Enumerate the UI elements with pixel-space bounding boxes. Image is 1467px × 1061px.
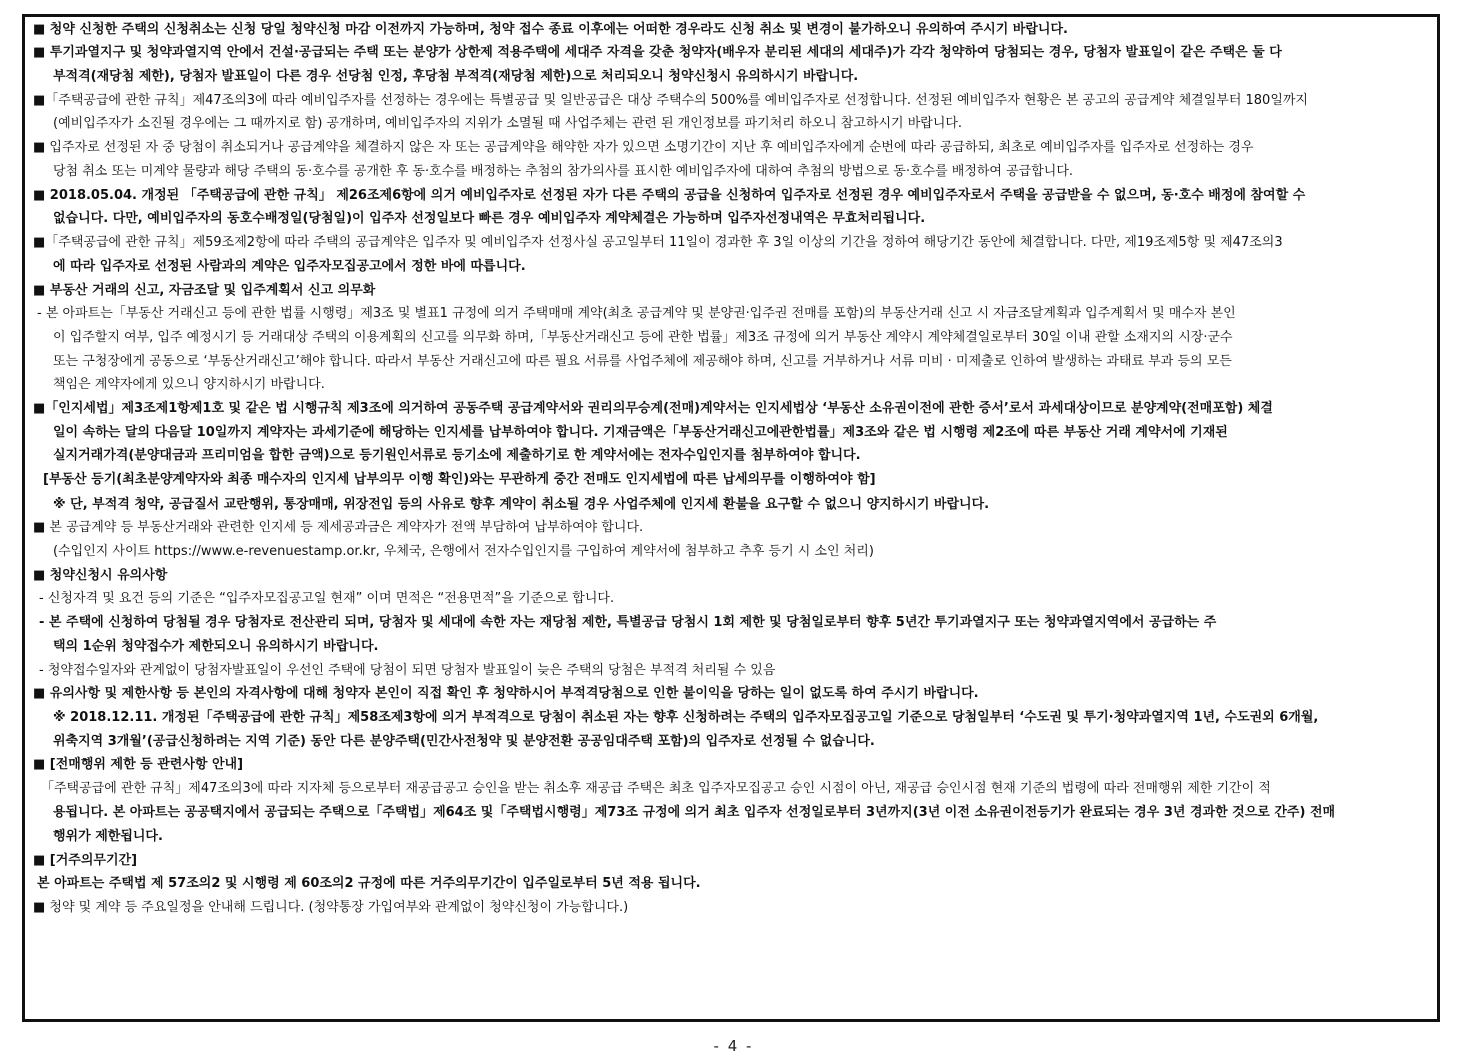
notice-line: ■「인지세법」제3조제1항제1호 및 같은 법 시행규칙 제3조에 의거하여 공동주택 공급계약서와 권리의무승계(전매)계약서는 인지세법상 ‘부동산 소유권이전에 관한 증서’로서 과세대상이므로 분양계약(전매포함) 체결	[33, 401, 1273, 416]
notice-line: ※ 단, 부적격 청약, 공급질서 교란행위, 통장매매, 위장전입 등의 사유로 향후 계약이 취소될 경우 사업주체에 인지세 환불을 요구할 수 없으니 양지하시기 바랍니다.	[53, 497, 990, 512]
notice-line: (예비입주자가 소진될 경우에는 그 때까지로 함) 공개하며, 예비입주자의 지위가 소멸될 때 사업주체는 관련 된 개인정보를 파기처리 하오니 참고하시기 바랍니다.	[53, 116, 963, 131]
notice-line: 「주택공급에 관한 규칙」제47조의3에 따라 지자체 등으로부터 재공급공고 승인을 받는 취소후 재공급 주택은 최초 입주자모집공고 승인 시점이 아닌, 재공급 승인시점 현재 기준의 법령에 따라 전매행위 제한 기간이 적	[41, 781, 1271, 796]
notice-line: ■ 입주자로 선정된 자 중 당첨이 취소되거나 공급계약을 체결하지 않은 자 또는 공급계약을 해약한 자가 있으면 소명기간이 지난 후 예비입주자에게 순번에 따라 공급하되, 최초로 예비입주자를 입주자로 선정하는 경우	[33, 140, 1254, 155]
notice-line: ■ 유의사항 및 제한사항 등 본인의 자격사항에 대해 청약자 본인이 직접 확인 후 청약하시어 부적격당첨으로 인한 불이익을 당하는 일이 없도록 하여 주시기 바랍니다.	[33, 686, 979, 701]
notice-line: - 본 아파트는「부동산 거래신고 등에 관한 법률 시행령」제3조 및 별표1 규정에 의거 주택매매 계약(최초 공급계약 및 분양권·입주권 전매를 포함)의 부동산거래 신고 시 자금조달계획과 입주계획서 및 매수자 본인	[37, 306, 1236, 321]
notice-line: 에 따라 입주자로 선정된 사람과의 계약은 입주자모집공고에서 정한 바에 따릅니다.	[53, 259, 526, 274]
notice-line: 일이 속하는 달의 다음달 10일까지 계약자는 과세기준에 해당하는 인지세를 납부하여야 합니다. 기재금액은「부동산거래신고에관한법률」제3조와 같은 법 시행령 제2조에 따른 부동산 거래 계약서에 기재된	[53, 425, 1228, 440]
notice-line: ※ 2018.12.11. 개정된「주택공급에 관한 규칙」제58조제3항에 의거 부적격으로 당첨이 취소된 자는 향후 신청하려는 주택의 입주자모집공고일 기준으로 당첨일부터 ‘수도권 및 투기·청약과열지역 1년, 수도권외 6개월,	[53, 710, 1319, 725]
notice-line: ■ 청약 신청한 주택의 신청취소는 신청 당일 청약신청 마감 이전까지 가능하며, 청약 접수 종료 이후에는 어떠한 경우라도 신청 취소 및 변경이 불가하오니 유의하여 주시기 바랍니다.	[33, 22, 1068, 37]
notice-line: 용됩니다. 본 아파트는 공공택지에서 공급되는 주택으로「주택법」제64조 및「주택법시행령」제73조 규정에 의거 최초 입주자 선정일로부터 3년까지(3년 이전 소유권이전등기가 완료되는 경우 3년 경과한 것으로 간주) 전매	[53, 805, 1336, 820]
notice-line: ■ 부동산 거래의 신고, 자금조달 및 입주계획서 신고 의무화	[33, 283, 376, 298]
notice-line: 당첨 취소 또는 미계약 물량과 해당 주택의 동·호수를 공개한 후 동·호수를 배정하는 추첨의 참가의사를 표시한 예비입주자에 대하여 추첨의 방법으로 동·호수를 배정하여 공급합니다.	[53, 164, 1074, 179]
notice-line: 행위가 제한됩니다.	[53, 829, 163, 844]
notice-line: [부동산 등기(최초분양계약자와 최종 매수자의 인지세 납부의무 이행 확인)와는 무관하게 중간 전매도 인지세법에 따른 납세의무를 이행하여야 함]	[43, 472, 876, 487]
notice-line: ■ [거주의무기간]	[33, 853, 138, 868]
notice-line: ■ 본 공급계약 등 부동산거래와 관련한 인지세 등 제세공과금은 계약자가 전액 부담하여 납부하여야 합니다.	[33, 520, 644, 535]
notice-line: 실지거래가격(분양대금과 프리미엄을 합한 금액)으로 등기원인서류로 등기소에 제출하기로 한 계약서에는 전자수입인지를 첨부하여야 합니다.	[53, 448, 861, 463]
notice-line: ■「주택공급에 관한 규칙」제47조의3에 따라 예비입주자를 선정하는 경우에는 특별공급 및 일반공급은 대상 주택수의 500%를 예비입주자로 선정합니다. 선정된 예비입주자 현황은 본 공고의 공급계약 체결일부터 180일까지	[33, 93, 1308, 108]
notice-box	[22, 14, 1440, 1022]
notice-line: ■ 청약신청시 유의사항	[33, 568, 168, 583]
notice-line: ■ [전매행위 제한 등 관련사항 안내]	[33, 757, 244, 772]
notice-line: - 본 주택에 신청하여 당첨될 경우 당첨자로 전산관리 되며, 당첨자 및 세대에 속한 자는 재당첨 제한, 특별공급 당첨시 1회 제한 및 당첨일로부터 향후 5년간 투기과열지구 또는 청약과열지역에서 공급하는 주	[39, 615, 1217, 630]
notice-line: 위축지역 3개월’(공급신청하려는 지역 기준) 동안 다른 분양주택(민간사전청약 및 분양전환 공공임대주택 포함)의 입주자로 선정될 수 없습니다.	[53, 734, 875, 749]
notice-line: (수입인지 사이트 https://www.e-revenuestamp.or.kr, 우체국, 은행에서 전자수입인지를 구입하여 계약서에 첨부하고 추후 등기 시 소인 처리)	[53, 544, 874, 559]
notice-line: 책임은 계약자에게 있으니 양지하시기 바랍니다.	[53, 377, 325, 392]
notice-line: 또는 구청장에게 공동으로 ‘부동산거래신고’해야 합니다. 따라서 부동산 거래신고에 따른 필요 서류를 사업주체에 제공해야 하며, 신고를 거부하거나 서류 미비 · 미제출로 인하여 발생하는 과태료 부과 등의 모든	[53, 354, 1232, 369]
notice-line: ■「주택공급에 관한 규칙」제59조제2항에 따라 주택의 공급계약은 입주자 및 예비입주자 선정사실 공고일부터 11일이 경과한 후 3일 이상의 기간을 정하여 해당기간 동안에 체결합니다. 다만, 제19조제5항 및 제47조의3	[33, 235, 1283, 250]
notice-line: 부적격(재당첨 제한), 당첨자 발표일이 다른 경우 선당첨 인정, 후당첨 부적격(재당첨 제한)으로 처리되오니 청약신청시 유의하시기 바랍니다.	[53, 69, 859, 84]
page-number: - 4 -	[713, 1037, 754, 1055]
notice-line: 이 입주할지 여부, 입주 예정시기 등 거래대상 주택의 이용계획의 신고를 의무화 하며,「부동산거래신고 등에 관한 법률」제3조 규정에 의거 부동산 계약시 계약체결일로부터 30일 이내 관할 소재지의 시장·군수	[53, 330, 1233, 345]
notice-line: 본 아파트는 주택법 제 57조의2 및 시행령 제 60조의2 규정에 따른 거주의무기간이 입주일로부터 5년 적용 됩니다.	[37, 876, 701, 891]
notice-line: ■ 2018.05.04. 개정된 「주택공급에 관한 규칙」 제26조제6항에 의거 예비입주자로 선정된 자가 다른 주택의 공급을 신청하여 입주자로 선정된 경우 예비입주자로서 주택을 공급받을 수 없으며, 동·호수 배정에 참여할 수	[33, 188, 1306, 203]
notice-line: 없습니다. 다만, 예비입주자의 동호수배정일(당첨일)이 입주자 선정일보다 빠른 경우 예비입주자 계약체결은 가능하며 입주자선정내역은 무효처리됩니다.	[53, 211, 926, 226]
notice-line: - 청약접수일자와 관계없이 당첨자발표일이 우선인 주택에 당첨이 되면 당첨자 발표일이 늦은 주택의 당첨은 부적격 처리될 수 있음	[39, 663, 776, 678]
notice-line: ■ 청약 및 계약 등 주요일정을 안내해 드립니다. (청약통장 가입여부와 관계없이 청약신청이 가능합니다.)	[33, 900, 629, 915]
notice-line: 택의 1순위 청약접수가 제한되오니 유의하시기 바랍니다.	[53, 639, 379, 654]
notice-line: ■ 투기과열지구 및 청약과열지역 안에서 건설·공급되는 주택 또는 분양가 상한제 적용주택에 세대주 자격을 갖춘 청약자(배우자 분리된 세대의 세대주)가 각각 청약하여 당첨되는 경우, 당첨자 발표일이 같은 주택은 둘 다	[33, 45, 1282, 60]
notice-line: - 신청자격 및 요건 등의 기준은 “입주자모집공고일 현재” 이며 면적은 “전용면적”을 기준으로 합니다.	[39, 591, 615, 606]
